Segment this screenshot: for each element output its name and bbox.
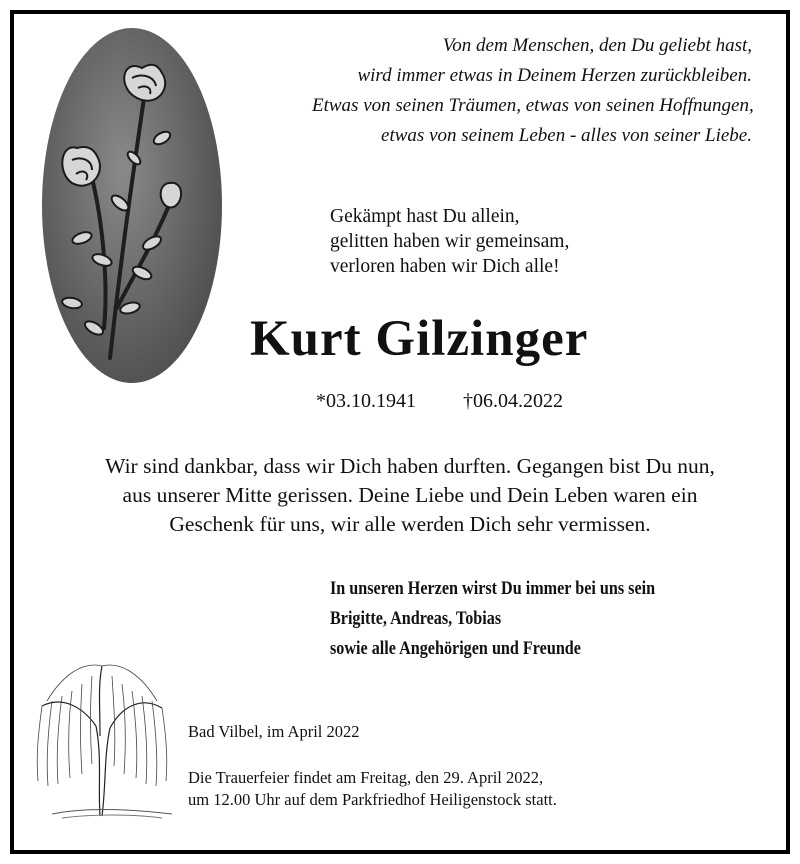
funeral-line: um 12.00 Uhr auf dem Parkfriedhof Heiligenstock statt. xyxy=(188,790,557,809)
verse-line: verloren haben wir Dich alle! xyxy=(330,256,560,277)
funeral-line: Die Trauerfeier findet am Freitag, den 29. April 2022, xyxy=(188,768,544,787)
verse-line: Gekämpt hast Du allein, xyxy=(330,206,520,227)
message-line: aus unserer Mitte gerissen. Deine Liebe und Dein Leben waren ein xyxy=(122,483,698,507)
poem-line: Von dem Menschen, den Du geliebt hast, xyxy=(442,35,752,56)
death-date: †06.04.2022 xyxy=(463,390,563,412)
funeral-info xyxy=(188,767,557,811)
message-line: Geschenk für uns, wir alle werden Dich sehr vermissen. xyxy=(169,512,651,536)
message-line: Wir sind dankbar, dass wir Dich haben durften. Gegangen bist Du nun, xyxy=(105,454,715,478)
deceased-name: Kurt Gilzinger xyxy=(250,311,589,367)
poem-line: wird immer etwas in Deinem Herzen zurückbleiben. xyxy=(357,65,752,86)
verse-line: gelitten haben wir gemeinsam, xyxy=(330,231,570,252)
rose-icon xyxy=(42,28,222,383)
gratitude-message xyxy=(20,452,800,539)
poem-line: etwas von seinem Leben - alles von seiner Liebe. xyxy=(381,125,752,146)
family-line: Brigitte, Andreas, Tobias xyxy=(330,608,502,629)
weeping-willow-image xyxy=(22,646,182,831)
family-line: In unseren Herzen wirst Du immer bei uns sein xyxy=(330,578,656,599)
family-signature xyxy=(330,574,655,664)
life-dates xyxy=(316,390,563,413)
verse xyxy=(330,204,569,279)
tree-icon xyxy=(22,646,182,826)
family-line: sowie alle Angehörigen und Freunde xyxy=(330,638,581,659)
rose-image xyxy=(42,28,222,383)
poem-line: Etwas von seinen Träumen, etwas von seinen Hoffnungen, xyxy=(312,95,754,116)
poem-quote xyxy=(312,31,752,151)
place-and-date: Bad Vilbel, im April 2022 xyxy=(188,722,360,741)
birth-date: *03.10.1941 xyxy=(316,390,416,412)
